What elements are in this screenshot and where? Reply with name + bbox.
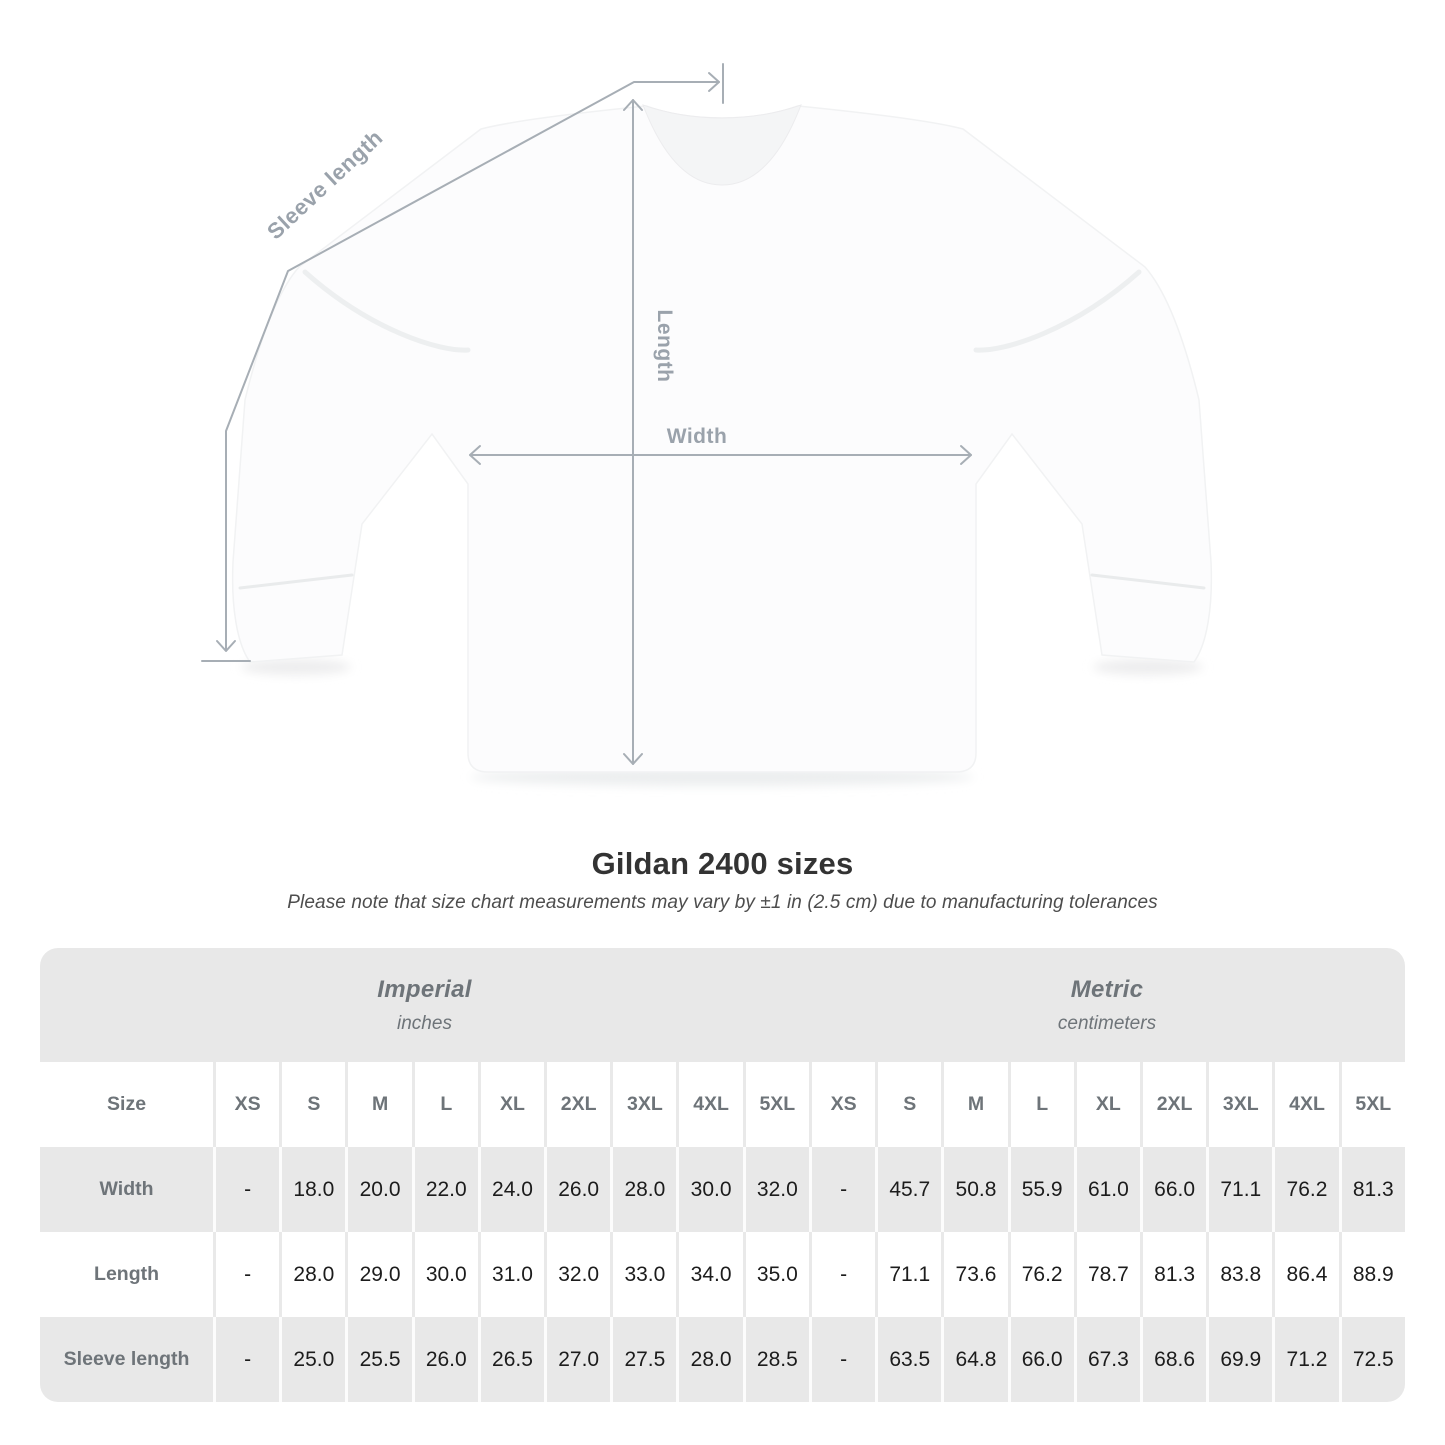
- size-value-cell: 76.2: [1272, 1147, 1338, 1232]
- size-value-cell: 25.0: [279, 1317, 345, 1402]
- size-value-cell: 81.3: [1140, 1232, 1206, 1317]
- size-col-header: XS: [809, 1062, 875, 1147]
- size-value-cell: 28.0: [676, 1317, 742, 1402]
- size-value-cell: 24.0: [478, 1147, 544, 1232]
- size-col-header: 4XL: [676, 1062, 742, 1147]
- size-value-cell: -: [213, 1232, 279, 1317]
- size-value-cell: 78.7: [1074, 1232, 1140, 1317]
- size-value-cell: 20.0: [345, 1147, 411, 1232]
- size-value-cell: -: [809, 1232, 875, 1317]
- length-row: [40, 1232, 1405, 1317]
- size-col-header: 2XL: [1140, 1062, 1206, 1147]
- size-value-cell: -: [213, 1147, 279, 1232]
- size-value-cell: 27.0: [544, 1317, 610, 1402]
- size-value-cell: 66.0: [1140, 1147, 1206, 1232]
- size-value-cell: 71.2: [1272, 1317, 1338, 1402]
- size-value-cell: 67.3: [1074, 1317, 1140, 1402]
- size-value-cell: 30.0: [676, 1147, 742, 1232]
- sleeve-length-label: Sleeve length: [262, 124, 388, 245]
- size-col-header: 3XL: [610, 1062, 676, 1147]
- size-value-cell: 63.5: [875, 1317, 941, 1402]
- size-value-cell: 50.8: [941, 1147, 1007, 1232]
- size-value-cell: 26.5: [478, 1317, 544, 1402]
- size-col-header: 4XL: [1272, 1062, 1338, 1147]
- metric-group-title: Metric: [1070, 975, 1144, 1003]
- size-value-cell: -: [809, 1147, 875, 1232]
- size-chart-table: [40, 948, 1405, 1402]
- size-value-cell: 28.0: [610, 1147, 676, 1232]
- size-value-cell: 27.5: [610, 1317, 676, 1402]
- imperial-group-title: Imperial: [377, 975, 472, 1003]
- size-value-cell: 26.0: [544, 1147, 610, 1232]
- size-value-cell: 71.1: [1206, 1147, 1272, 1232]
- size-value-cell: 28.5: [743, 1317, 809, 1402]
- size-value-cell: 25.5: [345, 1317, 411, 1402]
- size-value-cell: 45.7: [875, 1147, 941, 1232]
- metric-group-unit: centimeters: [1057, 1012, 1157, 1034]
- size-header-row: [40, 1062, 1405, 1147]
- size-value-cell: 71.1: [875, 1232, 941, 1317]
- size-col-header: S: [875, 1062, 941, 1147]
- size-value-cell: 69.9: [1206, 1317, 1272, 1402]
- size-value-cell: 83.8: [1206, 1232, 1272, 1317]
- size-value-cell: 86.4: [1272, 1232, 1338, 1317]
- size-value-cell: 32.0: [544, 1232, 610, 1317]
- size-value-cell: 31.0: [478, 1232, 544, 1317]
- row-label: Length: [40, 1232, 213, 1317]
- size-col-header: XS: [213, 1062, 279, 1147]
- size-value-cell: 34.0: [676, 1232, 742, 1317]
- size-value-cell: 29.0: [345, 1232, 411, 1317]
- width-row: [40, 1147, 1405, 1232]
- unit-group-header-row: [40, 948, 1405, 1062]
- imperial-group-header: [40, 948, 809, 1062]
- size-col-header: M: [941, 1062, 1007, 1147]
- size-value-cell: 72.5: [1339, 1317, 1405, 1402]
- row-label: Width: [40, 1147, 213, 1232]
- size-value-cell: 22.0: [412, 1147, 478, 1232]
- size-value-cell: 55.9: [1008, 1147, 1074, 1232]
- imperial-group-unit: inches: [397, 1012, 452, 1034]
- page-title: Gildan 2400 sizes: [591, 846, 854, 881]
- size-value-cell: 61.0: [1074, 1147, 1140, 1232]
- size-chart: [40, 948, 1405, 1402]
- size-value-cell: 88.9: [1339, 1232, 1405, 1317]
- size-value-cell: 64.8: [941, 1317, 1007, 1402]
- size-value-cell: 35.0: [743, 1232, 809, 1317]
- size-col-header: XL: [1074, 1062, 1140, 1147]
- sleeve-length-row: [40, 1317, 1405, 1402]
- heading-block: [0, 846, 1445, 914]
- size-col-header: 3XL: [1206, 1062, 1272, 1147]
- page-subtitle: Please note that size chart measurements may vary by ±1 in (2.5 cm) due to manufacturing tolerances: [287, 892, 1158, 913]
- width-label: Width: [666, 425, 728, 448]
- size-value-cell: 33.0: [610, 1232, 676, 1317]
- size-value-cell: 30.0: [412, 1232, 478, 1317]
- size-col-header: 5XL: [1339, 1062, 1405, 1147]
- size-value-cell: -: [809, 1317, 875, 1402]
- metric-group-header: [809, 948, 1405, 1062]
- length-label: Length: [653, 309, 676, 383]
- size-value-cell: 28.0: [279, 1232, 345, 1317]
- size-value-cell: 66.0: [1008, 1317, 1074, 1402]
- size-col-header: L: [412, 1062, 478, 1147]
- size-value-cell: 26.0: [412, 1317, 478, 1402]
- size-col-header: 5XL: [743, 1062, 809, 1147]
- size-value-cell: 18.0: [279, 1147, 345, 1232]
- size-value-cell: 81.3: [1339, 1147, 1405, 1232]
- size-value-cell: 32.0: [743, 1147, 809, 1232]
- size-col-header: L: [1008, 1062, 1074, 1147]
- row-label: Sleeve length: [40, 1317, 213, 1402]
- size-value-cell: 73.6: [941, 1232, 1007, 1317]
- size-value-cell: 68.6: [1140, 1317, 1206, 1402]
- size-value-cell: 76.2: [1008, 1232, 1074, 1317]
- size-col-header: XL: [478, 1062, 544, 1147]
- size-col-header: M: [345, 1062, 411, 1147]
- size-corner-label: Size: [40, 1062, 213, 1147]
- size-col-header: 2XL: [544, 1062, 610, 1147]
- size-col-header: S: [279, 1062, 345, 1147]
- size-value-cell: -: [213, 1317, 279, 1402]
